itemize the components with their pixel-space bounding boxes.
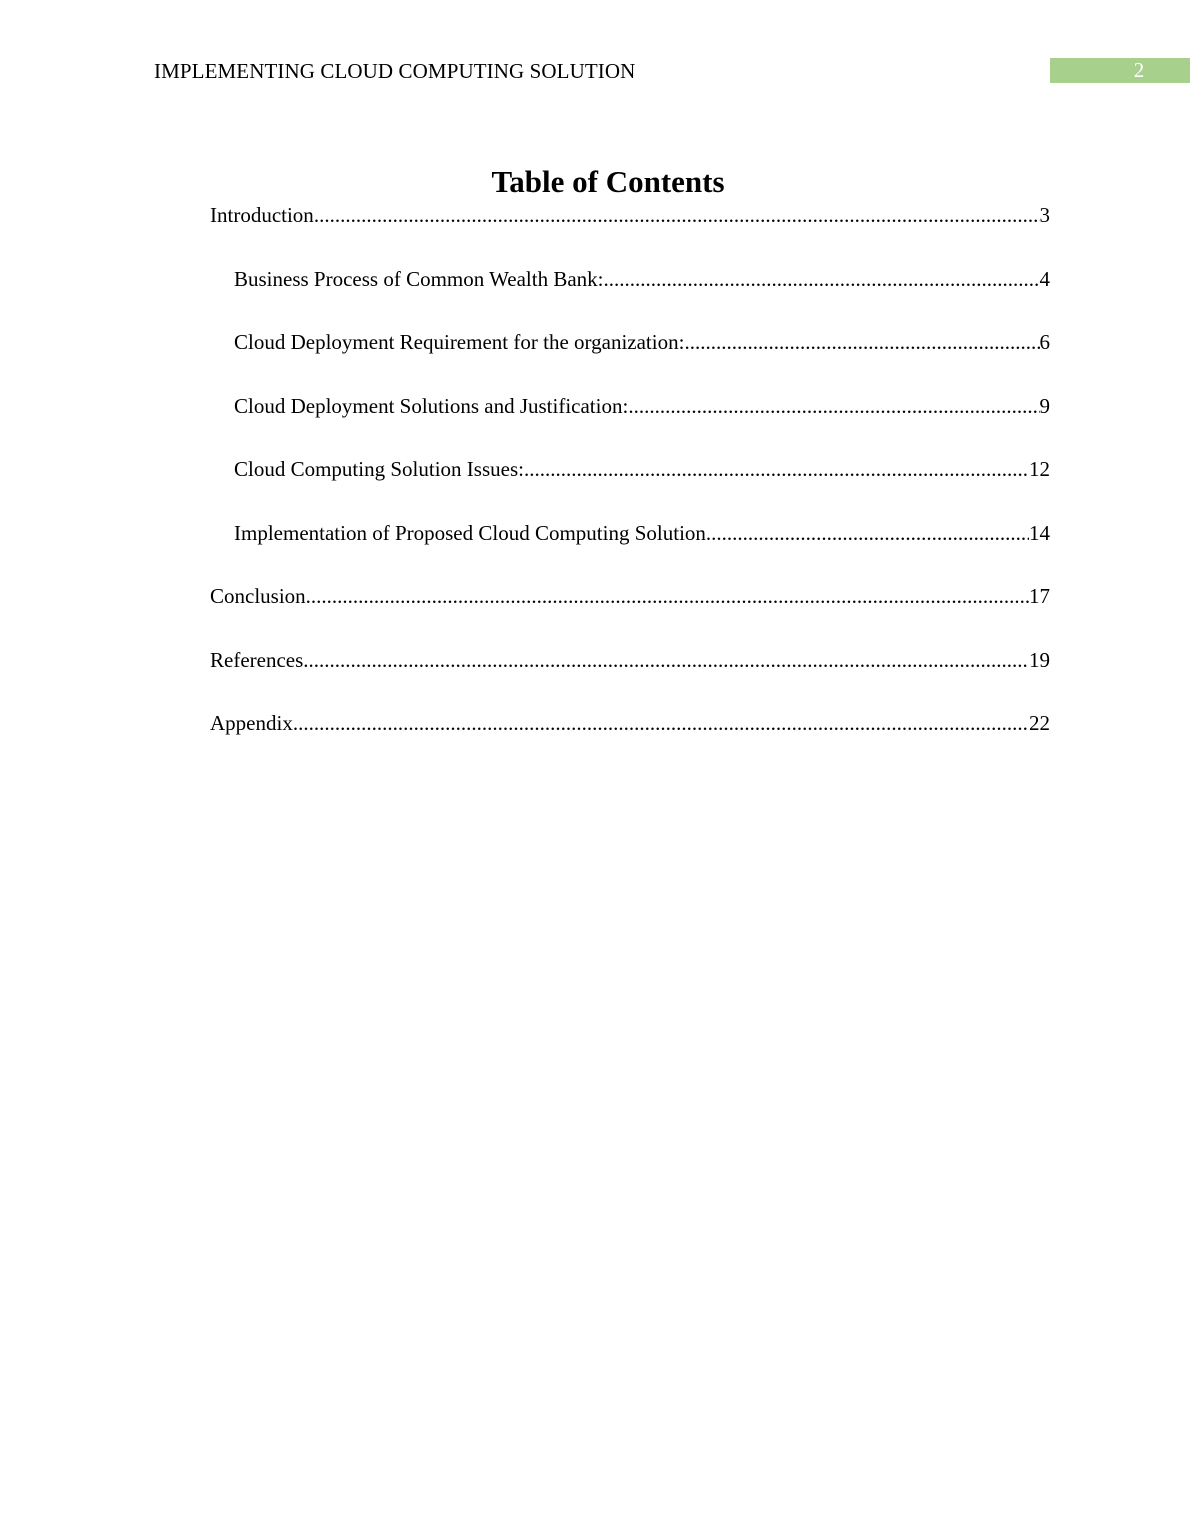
toc-dot-leader [303,645,1029,675]
toc-dot-leader [684,327,1039,357]
toc-entry-deployment-solutions[interactable] [234,391,1050,421]
toc-dot-leader [706,518,1029,548]
toc-entry-page: 4 [1039,267,1050,291]
toc-entry-text: Appendix [210,711,293,735]
toc-entry-conclusion[interactable] [210,581,1050,611]
toc-entry-text: Cloud Deployment Requirement for the organization: [234,330,685,354]
toc-entry-page: 12 [1029,457,1050,481]
toc-dot-leader [314,200,1040,230]
toc-entry-page: 6 [1039,330,1050,354]
toc-entry-text: References [210,648,304,672]
toc-entry-text: Cloud Computing Solution Issues: [234,457,524,481]
page-number: 2 [1133,58,1145,82]
toc-title: Table of Contents [491,164,725,199]
toc-entry-business-process[interactable] [234,264,1050,294]
toc-entry-page: 19 [1029,648,1050,672]
toc-entry-text: Business Process of Common Wealth Bank: [234,267,604,291]
toc-entry-implementation[interactable] [234,518,1050,548]
toc-entry-appendix[interactable] [210,708,1050,738]
toc-entry-text: Cloud Deployment Solutions and Justification: [234,394,629,418]
toc-entry-page: 17 [1029,584,1050,608]
toc-dot-leader [524,454,1029,484]
toc-dot-leader [628,391,1039,421]
toc-dot-leader [306,581,1029,611]
toc-entry-page: 14 [1029,521,1050,545]
toc-entry-text: Implementation of Proposed Cloud Computing Solution [234,521,706,545]
toc-entry-solution-issues[interactable] [234,454,1050,484]
toc-entry-text: Introduction [210,203,314,227]
toc-entry-page: 9 [1039,394,1050,418]
toc-entry-introduction[interactable] [210,200,1050,230]
toc-entry-deployment-requirement[interactable] [234,327,1050,357]
toc-entry-page: 3 [1039,203,1050,227]
toc-entry-page: 22 [1029,711,1050,735]
page-number-badge [1050,58,1190,83]
running-head-title: IMPLEMENTING CLOUD COMPUTING SOLUTION [154,59,636,83]
toc-entry-text: Conclusion [210,584,306,608]
toc-dot-leader [293,708,1029,738]
toc-dot-leader [604,264,1040,294]
toc-entry-references[interactable] [210,645,1050,675]
